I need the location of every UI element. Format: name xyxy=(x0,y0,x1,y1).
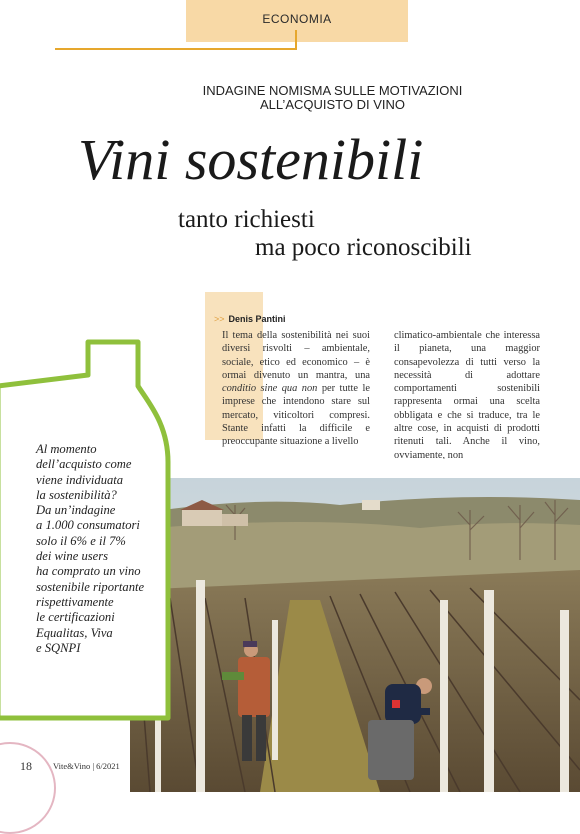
body-column-2: climatico-ambientale che interessa il pianeta, una maggior consapevolezza di tutti verso la necessità di adottare comportamenti sostenibili rappresenta ormai una scelta obbligata e che si traduce, tra le altre cose, in acquisti di prodotti ritenuti tali. Anche il vino, ovviamente, non xyxy=(394,330,540,459)
sidebar-line: e SQNPI xyxy=(36,640,81,655)
magazine-issue: Vite&Vino | 6/2021 xyxy=(53,761,120,771)
author-name: Denis Pantini xyxy=(228,314,286,324)
sidebar-line: Equalitas, Viva xyxy=(36,625,113,640)
body-emphasis: conditio sine qua non xyxy=(222,383,318,395)
body-text: Il tema della sostenibilità nei suoi diversi risvolti – ambientale, sociale, etico ed economico – è ormai divenuto un mantra, una xyxy=(222,330,370,381)
sidebar-line: viene individuata xyxy=(36,472,124,487)
sidebar-line: la sostenibilità? xyxy=(36,487,117,502)
sidebar-line: dell’acquisto come xyxy=(36,457,132,472)
article-subtitle-line-1: tanto richiesti xyxy=(178,206,315,233)
sidebar-line: dei wine users xyxy=(36,549,109,564)
section-label: ECONOMIA xyxy=(262,12,332,26)
body-text: per tutte le imprese che intendono stare sul mercato, viticoltori compresi. Stante infatti la difficile e preoccupante situazione a livello xyxy=(222,383,370,448)
page-number: 18 xyxy=(20,759,32,773)
photo-scene xyxy=(130,478,580,792)
sidebar-line: rispettivamente xyxy=(36,594,114,609)
byline-marker: >> xyxy=(214,314,225,324)
sidebar-line: a 1.000 consumatori xyxy=(36,518,140,533)
kicker-line-2: ALL’ACQUISTO DI VINO xyxy=(260,97,405,112)
sidebar-line: solo il 6% e il 7% xyxy=(36,533,126,548)
sidebar-line: le certificazioni xyxy=(36,610,115,625)
sidebar-line: Da un’indagine xyxy=(36,503,116,518)
sidebar-line: ha comprato un vino xyxy=(36,564,141,579)
sidebar-line: sostenibile riportante xyxy=(36,579,145,594)
kicker-line-1: INDAGINE NOMISMA SULLE MOTIVAZIONI xyxy=(202,83,463,98)
article-title: Vini sostenibili xyxy=(78,127,424,192)
article-subtitle-line-2: ma poco riconoscibili xyxy=(255,234,472,261)
sidebar-pull-quote xyxy=(36,442,166,656)
sidebar-line: Al momento xyxy=(36,442,97,456)
